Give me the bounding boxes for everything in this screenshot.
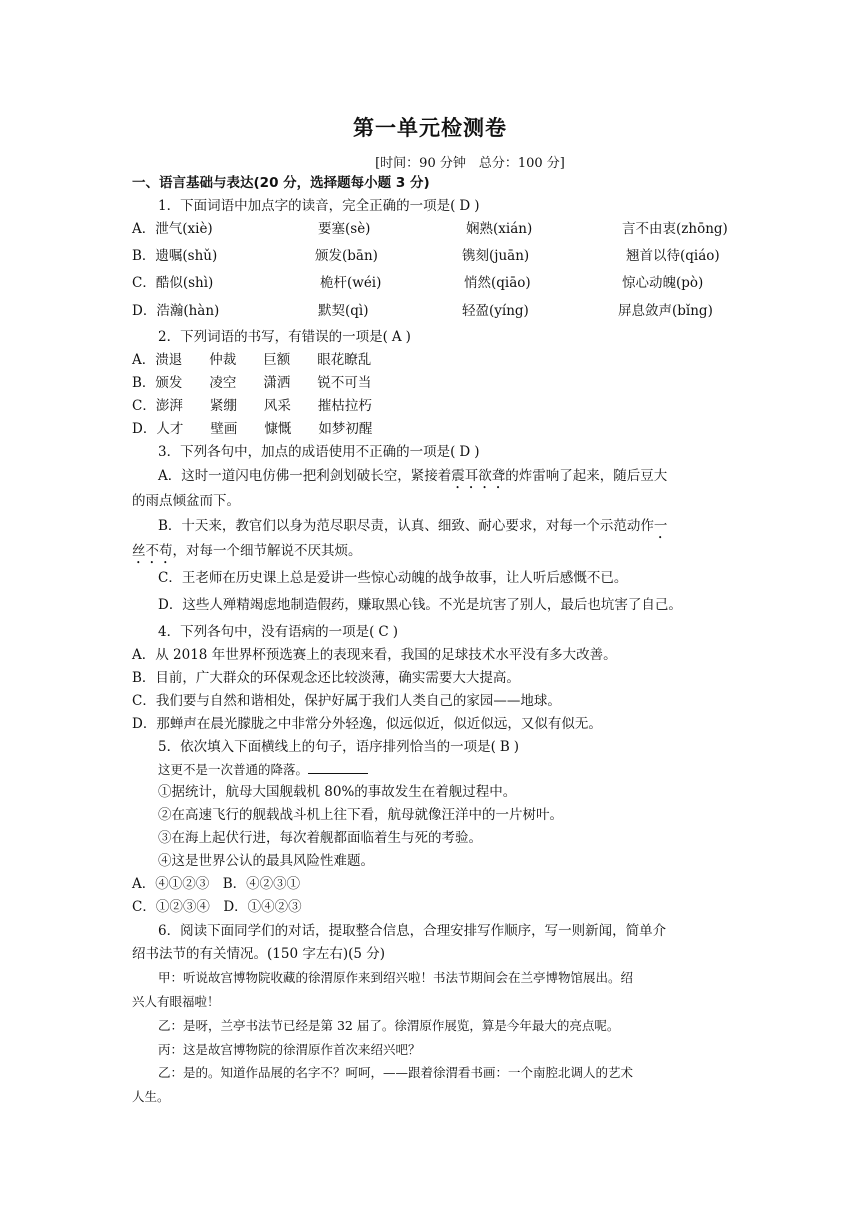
q2-option-d: D．人才 壁画 慷慨 如梦初醒 bbox=[132, 421, 373, 437]
exam-info: [时间：90 分钟 总分：100 分] bbox=[375, 156, 565, 171]
q1-option-d-word4: 屏息敛声(bǐng) bbox=[618, 303, 713, 319]
dialog-line: 丙：这是故宫博物院的徐渭原作首次来绍兴吧？ bbox=[158, 1042, 421, 1057]
page-title: 第一单元检测卷 bbox=[353, 116, 507, 140]
q1-option-c-word4: 惊心动魄(pò) bbox=[622, 275, 704, 291]
answer-letter: B bbox=[499, 739, 510, 755]
q1-option-a-word3: 娴熟(xián) bbox=[466, 221, 533, 237]
dialog-line: 乙：是的。知道作品展的名字不？呵呵，——跟着徐渭看书画：一个南腔北调人的艺术 bbox=[158, 1065, 634, 1080]
answer-letter: A bbox=[391, 329, 402, 345]
q1-option-b-word1: B．遗嘱(shǔ) bbox=[132, 248, 218, 264]
dialog-line: 甲：听说故宫博物院收藏的徐渭原作来到绍兴啦！书法节期间会在兰亭博物馆展出。绍 bbox=[158, 970, 634, 985]
q3-option-d: D．这些人殚精竭虑地制造假药，赚取黑心钱。不光是坑害了别人，最后也坑害了自己。 bbox=[158, 597, 682, 613]
question-2-stem bbox=[158, 327, 411, 347]
q1-option-b-word3: 镌刻(juān) bbox=[462, 248, 530, 264]
close-paren: ) bbox=[513, 739, 520, 755]
q1-option-b-word4: 翘首以待(qiáo) bbox=[626, 248, 720, 264]
q4-option-c: C．我们要与自然和谐相处，保护好属于我们人类自己的家园——地球。 bbox=[132, 693, 561, 709]
question-6-line2: 绍书法节的有关情况。(150 字左右)(5 分) bbox=[132, 946, 386, 962]
close-paren: ) bbox=[392, 624, 398, 640]
q2-option-c: C．澎湃 紧绷 风采 摧枯拉朽 bbox=[132, 398, 372, 414]
close-paren: ) bbox=[474, 198, 480, 214]
q5-choices-row2: C．①②③④ D．①④②③ bbox=[132, 899, 302, 915]
q2-option-a: A．溃退 仲裁 巨额 眼花瞭乱 bbox=[132, 352, 372, 368]
option-text: A．这时一道闪电仿佛一把利剑划破长空，紧接着 bbox=[158, 468, 452, 484]
question-stem-text: 3．下列各句中，加点的成语使用不正确的一项是( bbox=[158, 444, 456, 460]
dialog-line: 乙：是呀，兰亭书法节已经是第 32 届了。徐渭原作展览，算是今年最大的亮点呢。 bbox=[158, 1018, 620, 1033]
question-3-stem bbox=[158, 442, 479, 462]
q5-sentence-4: ④这是世界公认的最具风险性难题。 bbox=[158, 853, 374, 869]
q1-option-d-word2: 默契(qì) bbox=[318, 303, 369, 319]
q5-sentence-1: ①据统计，航母大国舰载机 80%的事故发生在着舰过程中。 bbox=[158, 784, 517, 800]
question-stem-text: 4．下列各句中，没有语病的一项是( bbox=[158, 624, 375, 640]
q4-option-d: D．那蝉声在晨光朦胧之中非常分外轻逸，似远似近，似近似远，又似有似无。 bbox=[132, 716, 602, 732]
answer-letter: C bbox=[378, 624, 389, 640]
q1-option-c-word2: 桅杆(wéi) bbox=[320, 275, 382, 291]
q1-option-a-word4: 言不由衷(zhōng) bbox=[622, 221, 728, 237]
dialog-line: 兴人有眼福啦！ bbox=[132, 994, 220, 1009]
q1-option-d-word1: D．浩瀚(hàn) bbox=[132, 303, 220, 319]
q1-option-c-word1: C．酷似(shì) bbox=[132, 275, 214, 291]
q5-sentence-3: ③在海上起伏行进，每次着舰都面临着生与死的考验。 bbox=[158, 830, 482, 846]
q4-option-b: B．目前，广大群众的环保观念还比较淡薄，确实需要大大提高。 bbox=[132, 670, 520, 686]
q1-option-b-word2: 颁发(bān) bbox=[315, 248, 378, 264]
question-stem-text: 1．下面词语中加点字的读音，完全正确的一项是( bbox=[158, 198, 456, 214]
q3-option-a-line1 bbox=[158, 466, 667, 492]
q4-option-a: A．从 2018 年世界杯预选赛上的表现来看，我国的足球技术水平没有多大改善。 bbox=[132, 647, 617, 663]
option-text: ，对每一个细节解说不厌其烦。 bbox=[172, 543, 362, 559]
q5-lead-sentence bbox=[158, 760, 368, 780]
q3-option-b-line2 bbox=[132, 541, 362, 567]
answer-letter: D bbox=[459, 444, 471, 460]
section-heading: 一、语言基础与表达(20 分，选择题每小题 3 分) bbox=[132, 175, 430, 191]
q3-option-a-line2: 的雨点倾盆而下。 bbox=[132, 493, 240, 509]
q3-option-c: C．王老师在历史课上总是爱讲一些惊心动魄的战争故事，让人听后感慨不已。 bbox=[158, 570, 628, 586]
fill-in-blank bbox=[308, 761, 368, 774]
question-4-stem bbox=[158, 622, 398, 642]
q1-option-a-word2: 要塞(sè) bbox=[318, 221, 371, 237]
close-paren: ) bbox=[405, 329, 411, 345]
q1-option-d-word3: 轻盈(yíng) bbox=[462, 303, 529, 319]
q1-option-c-word3: 悄然(qiāo) bbox=[464, 275, 531, 291]
option-text: B．十天来，教官们以身为范尽职尽责，认真、细致、耐心要求，对每一个示范动作 bbox=[158, 518, 654, 534]
emphasized-idiom: 一 bbox=[653, 518, 668, 534]
answer-letter: D bbox=[459, 198, 471, 214]
q5-choices-row1: A．④①②③ B．④②③① bbox=[132, 876, 301, 892]
emphasized-idiom: 丝不苟 bbox=[132, 543, 173, 559]
q3-option-b-line1 bbox=[158, 516, 667, 542]
q2-option-b: B．颁发 凌空 潇洒 锐不可当 bbox=[132, 375, 372, 391]
question-stem-text: 2．下列词语的书写，有错误的一项是( bbox=[158, 329, 388, 345]
option-text: 的炸雷响了起来，随后豆大 bbox=[505, 468, 668, 484]
q1-option-a-word1: A．泄气(xiè) bbox=[132, 221, 213, 237]
emphasized-idiom: 震耳欲聋 bbox=[451, 468, 506, 484]
lead-text: 这更不是一次普通的降落。 bbox=[158, 762, 309, 777]
close-paren: ) bbox=[474, 444, 480, 460]
question-6-line1: 6．阅读下面同学们的对话，提取整合信息，合理安排写作顺序，写一则新闻，简单介 bbox=[158, 923, 667, 939]
dialog-line: 人生。 bbox=[132, 1089, 170, 1104]
question-stem-text: 5．依次填入下面横线上的句子，语序排列恰当的一项是( bbox=[158, 739, 496, 755]
question-1-stem bbox=[158, 196, 479, 216]
question-5-stem bbox=[158, 737, 519, 757]
q5-sentence-2: ②在高速飞行的舰载战斗机上往下看，航母就像汪洋中的一片树叶。 bbox=[158, 807, 563, 823]
